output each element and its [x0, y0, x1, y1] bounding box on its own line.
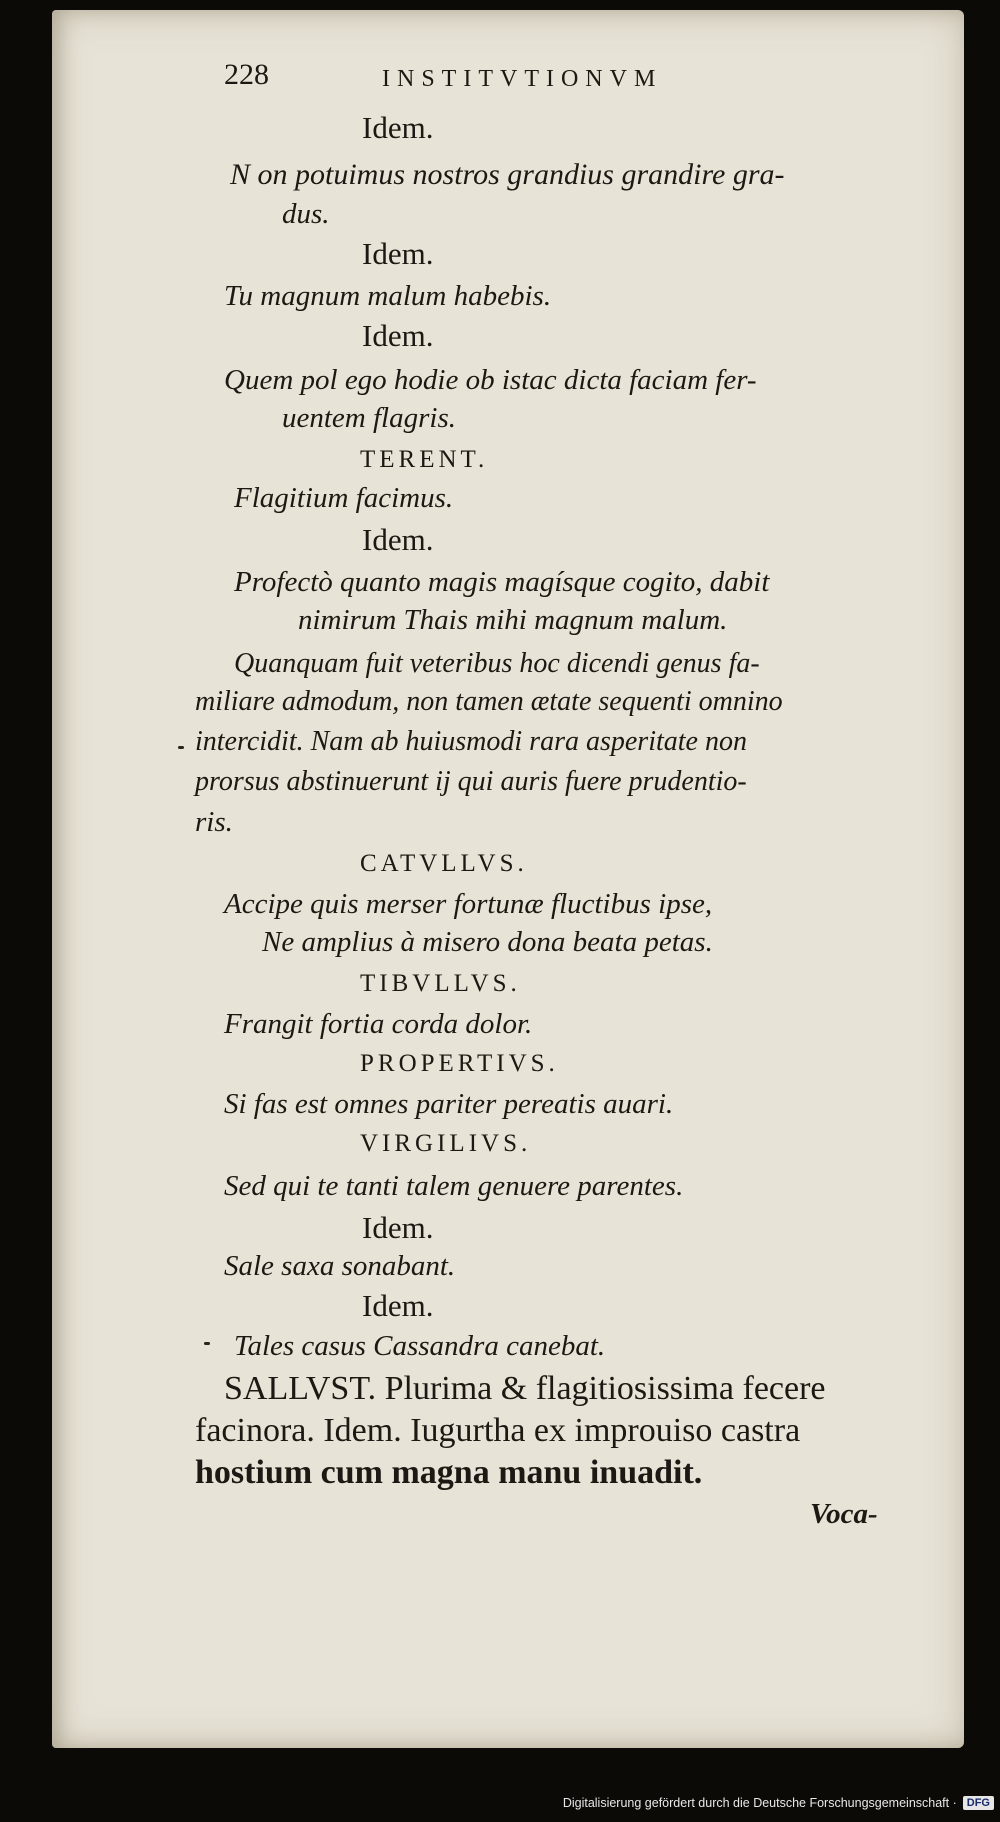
text-line: hostium cum magna manu inuadit. — [195, 1454, 703, 1491]
verse-line: Tales casus Cassandra canebat. — [234, 1330, 606, 1362]
dfg-logo-icon: DFG — [963, 1796, 994, 1810]
verse-line: Sed qui te tanti talem genuere parentes. — [224, 1170, 684, 1202]
verse-line: Frangit fortia corda dolor. — [224, 1008, 533, 1040]
text-line: dus. — [282, 198, 330, 230]
page-number: 228 — [224, 58, 269, 91]
text-line: SALLVST. Plurima & flagitiosissima fecere — [224, 1370, 826, 1407]
book-page — [52, 10, 964, 1748]
text-line: nimirum Thais mihi magnum malum. — [298, 604, 728, 636]
text-line: Idem. — [362, 236, 434, 271]
verse-line: Ne amplius à misero dona beata petas. — [262, 926, 713, 958]
running-title: INSTITVTIONVM — [382, 66, 663, 92]
text-line: Quanquam fuit veteribus hoc dicendi genus fa- — [234, 648, 760, 679]
catchword: Voca- — [810, 1498, 878, 1530]
text-line: N on potuimus nostros grandius grandire gra- — [230, 158, 785, 191]
text-line: prorsus abstinuerunt ij qui auris fuere prudentio- — [195, 766, 747, 797]
text-line: Quem pol ego hodie ob istac dicta faciam fer- — [224, 364, 757, 396]
verse-line: Accipe quis merser fortunæ fluctibus ipse, — [224, 888, 713, 920]
author-heading: TIBVLLVS. — [360, 970, 521, 997]
speaker-heading: TERENT. — [360, 446, 489, 473]
text-line: Tu magnum malum habebis. — [224, 280, 552, 312]
text-line: intercidit. Nam ab huiusmodi rara asperitate non — [195, 726, 747, 757]
ink-mark — [204, 1342, 210, 1345]
text-line: Flagitium facimus. — [234, 482, 454, 514]
text-line: Idem. — [362, 522, 434, 557]
text-line: miliare admodum, non tamen ætate sequenti omnino — [195, 686, 783, 717]
verse-line: Sale saxa sonabant. — [224, 1250, 456, 1282]
author-heading: PROPERTIVS. — [360, 1050, 559, 1077]
author-heading: VIRGILIVS. — [360, 1130, 532, 1157]
text-line: Idem. — [362, 1288, 434, 1323]
footer-text: Digitalisierung gefördert durch die Deutsche Forschungsgemeinschaft · — [562, 1796, 957, 1810]
text-line: Profectò quanto magis magísque cogito, dabit — [234, 566, 770, 598]
ink-mark — [178, 746, 184, 749]
verse-line: Si fas est omnes pariter pereatis auari. — [224, 1088, 674, 1120]
text-line: uentem flagris. — [282, 402, 456, 434]
text-line: facinora. Idem. Iugurtha ex improuiso castra — [195, 1412, 801, 1449]
text-line: ris. — [195, 806, 233, 838]
digitization-footer — [563, 1796, 994, 1810]
text-line: Idem. — [362, 110, 434, 145]
text-line: Idem. — [362, 318, 434, 353]
text-line: Idem. — [362, 1210, 434, 1245]
author-heading: CATVLLVS. — [360, 850, 528, 877]
